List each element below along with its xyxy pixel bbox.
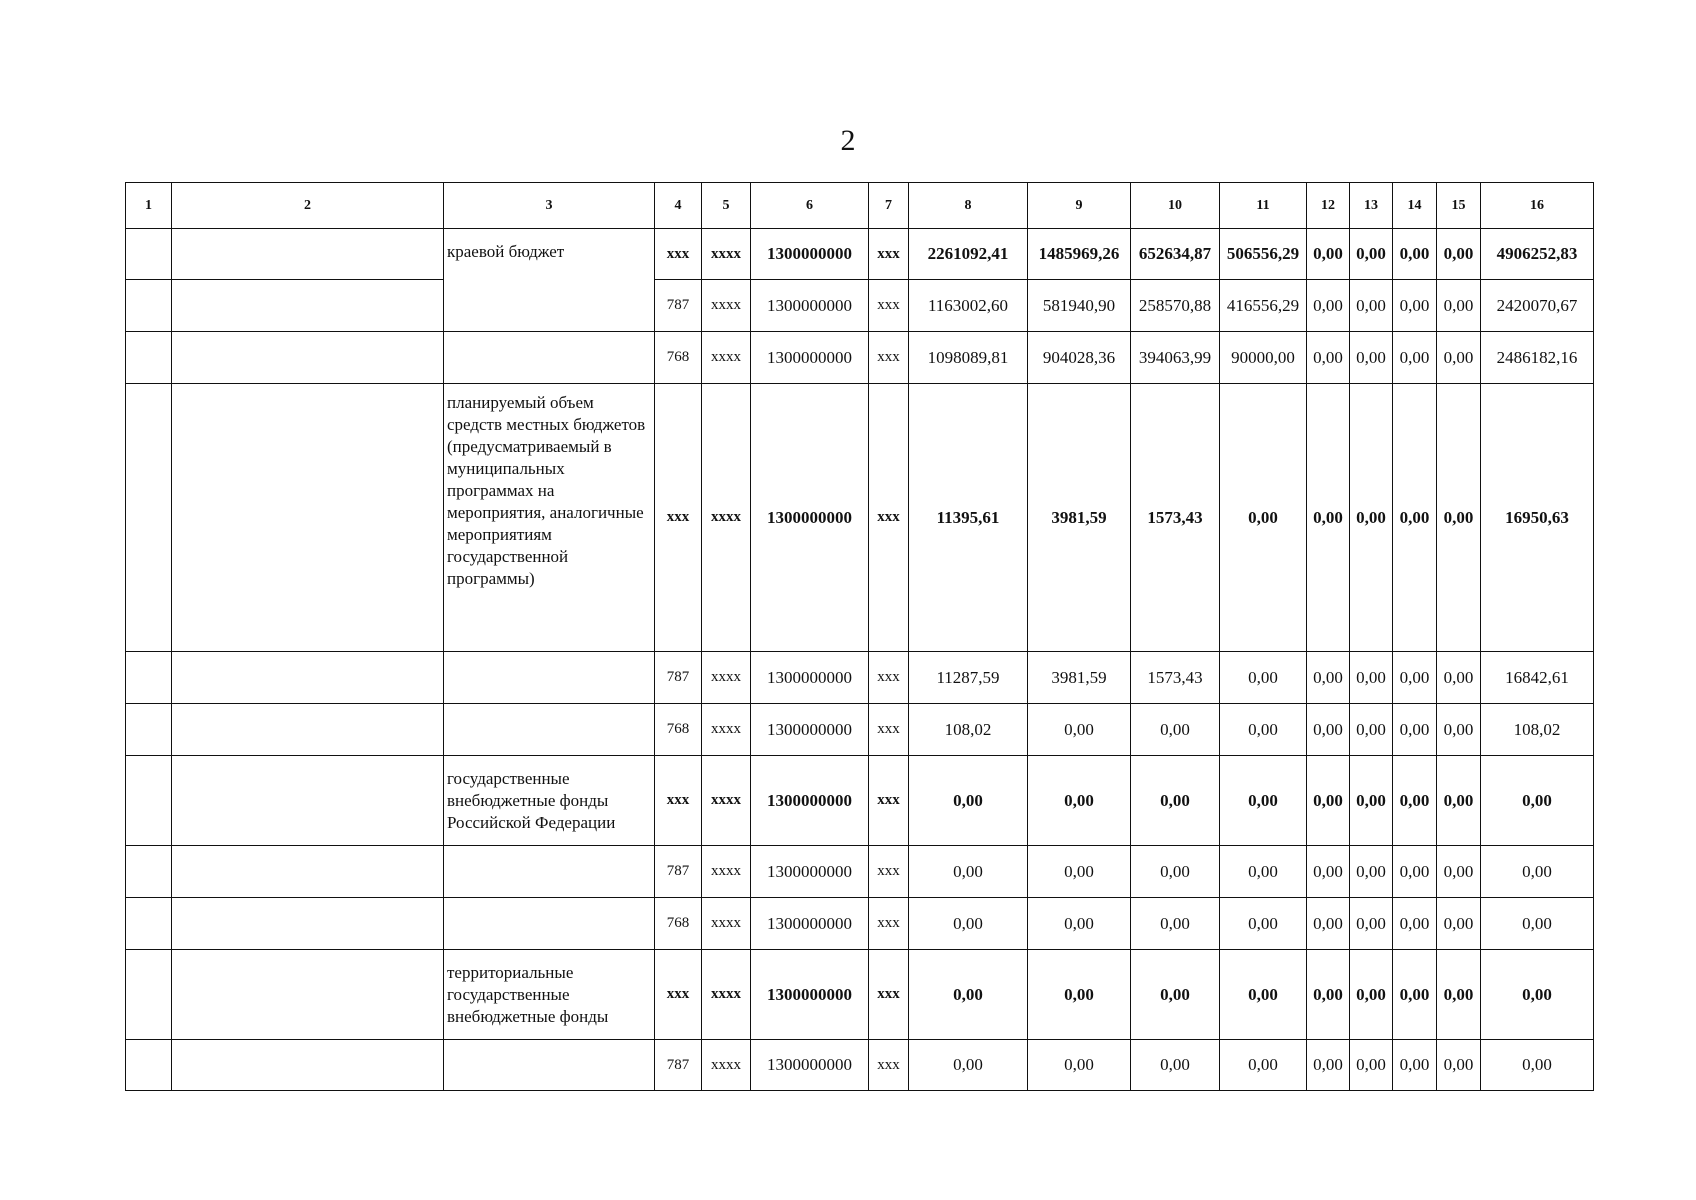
cell-col-10: 1573,43 <box>1131 652 1220 704</box>
cell-col-3 <box>444 1040 655 1091</box>
cell-col-1 <box>126 756 172 846</box>
cell-col-11: 0,00 <box>1220 704 1307 756</box>
cell-col-6: 1300000000 <box>751 384 869 652</box>
cell-col-15: 0,00 <box>1437 1040 1481 1091</box>
cell-col-8: 0,00 <box>909 1040 1028 1091</box>
table-row <box>126 898 1594 950</box>
cell-col-7: xxx <box>869 229 909 280</box>
cell-col-16: 2486182,16 <box>1481 332 1594 384</box>
cell-col-7: xxx <box>869 756 909 846</box>
column-number-4: 4 <box>655 183 702 229</box>
table-row <box>126 1040 1594 1091</box>
cell-col-14: 0,00 <box>1393 950 1437 1040</box>
cell-col-9: 0,00 <box>1028 756 1131 846</box>
cell-col-3 <box>444 846 655 898</box>
column-number-row <box>126 183 1594 229</box>
cell-col-15: 0,00 <box>1437 384 1481 652</box>
source-name: государственные внебюджетные фонды Российской Федерации <box>444 756 655 846</box>
cell-col-15: 0,00 <box>1437 704 1481 756</box>
cell-col-11: 0,00 <box>1220 898 1307 950</box>
cell-col-4: 768 <box>655 704 702 756</box>
cell-col-15: 0,00 <box>1437 280 1481 332</box>
cell-col-6: 1300000000 <box>751 332 869 384</box>
cell-col-13: 0,00 <box>1350 332 1393 384</box>
cell-col-16: 0,00 <box>1481 846 1594 898</box>
cell-col-12: 0,00 <box>1307 332 1350 384</box>
cell-col-3 <box>444 704 655 756</box>
source-name: территориальные государственные внебюджетные фонды <box>444 950 655 1040</box>
cell-col-1 <box>126 950 172 1040</box>
cell-col-13: 0,00 <box>1350 1040 1393 1091</box>
cell-col-16: 16842,61 <box>1481 652 1594 704</box>
cell-col-12: 0,00 <box>1307 1040 1350 1091</box>
cell-col-16: 0,00 <box>1481 950 1594 1040</box>
table-row <box>126 229 1594 280</box>
cell-col-10: 0,00 <box>1131 898 1220 950</box>
cell-col-1 <box>126 1040 172 1091</box>
table-row <box>126 280 1594 332</box>
cell-col-6: 1300000000 <box>751 898 869 950</box>
table-row <box>126 704 1594 756</box>
cell-col-14: 0,00 <box>1393 1040 1437 1091</box>
cell-col-4: 787 <box>655 652 702 704</box>
cell-col-8: 11395,61 <box>909 384 1028 652</box>
cell-col-2 <box>172 950 444 1040</box>
cell-col-11: 90000,00 <box>1220 332 1307 384</box>
column-number-6: 6 <box>751 183 869 229</box>
cell-col-9: 0,00 <box>1028 846 1131 898</box>
cell-col-7: xxx <box>869 1040 909 1091</box>
cell-col-15: 0,00 <box>1437 332 1481 384</box>
cell-col-8: 1098089,81 <box>909 332 1028 384</box>
column-number-1: 1 <box>126 183 172 229</box>
cell-col-2 <box>172 229 444 280</box>
cell-col-2 <box>172 1040 444 1091</box>
cell-col-10: 652634,87 <box>1131 229 1220 280</box>
cell-col-1 <box>126 652 172 704</box>
cell-col-9: 0,00 <box>1028 950 1131 1040</box>
cell-col-14: 0,00 <box>1393 704 1437 756</box>
cell-col-7: xxx <box>869 280 909 332</box>
column-number-8: 8 <box>909 183 1028 229</box>
cell-col-13: 0,00 <box>1350 950 1393 1040</box>
cell-col-5: xxxx <box>702 756 751 846</box>
cell-col-13: 0,00 <box>1350 704 1393 756</box>
cell-col-13: 0,00 <box>1350 898 1393 950</box>
column-number-2: 2 <box>172 183 444 229</box>
table-row <box>126 950 1594 1040</box>
cell-col-8: 0,00 <box>909 846 1028 898</box>
cell-col-12: 0,00 <box>1307 846 1350 898</box>
source-name: планируемый объем средств местных бюджетов (предусматриваемый в муниципальных программах на мероприятия, аналогичные мероприятиям государственной программы) <box>444 384 655 652</box>
cell-col-13: 0,00 <box>1350 280 1393 332</box>
column-number-13: 13 <box>1350 183 1393 229</box>
cell-col-6: 1300000000 <box>751 280 869 332</box>
table-row <box>126 384 1594 652</box>
cell-col-8: 2261092,41 <box>909 229 1028 280</box>
cell-col-7: xxx <box>869 704 909 756</box>
cell-col-2 <box>172 332 444 384</box>
cell-col-6: 1300000000 <box>751 846 869 898</box>
cell-col-13: 0,00 <box>1350 756 1393 846</box>
cell-col-14: 0,00 <box>1393 652 1437 704</box>
cell-col-2 <box>172 704 444 756</box>
table-row <box>126 756 1594 846</box>
cell-col-8: 11287,59 <box>909 652 1028 704</box>
cell-col-10: 0,00 <box>1131 1040 1220 1091</box>
cell-col-1 <box>126 384 172 652</box>
cell-col-7: xxx <box>869 384 909 652</box>
cell-col-3 <box>444 652 655 704</box>
table-row <box>126 846 1594 898</box>
cell-col-16: 0,00 <box>1481 756 1594 846</box>
cell-col-11: 0,00 <box>1220 756 1307 846</box>
cell-col-2 <box>172 652 444 704</box>
cell-col-12: 0,00 <box>1307 652 1350 704</box>
cell-col-6: 1300000000 <box>751 229 869 280</box>
cell-col-1 <box>126 280 172 332</box>
cell-col-12: 0,00 <box>1307 756 1350 846</box>
cell-col-7: xxx <box>869 950 909 1040</box>
cell-col-2 <box>172 756 444 846</box>
cell-col-6: 1300000000 <box>751 756 869 846</box>
cell-col-11: 0,00 <box>1220 846 1307 898</box>
cell-col-7: xxx <box>869 652 909 704</box>
cell-col-11: 416556,29 <box>1220 280 1307 332</box>
cell-col-7: xxx <box>869 332 909 384</box>
cell-col-13: 0,00 <box>1350 229 1393 280</box>
cell-col-5: xxxx <box>702 1040 751 1091</box>
cell-col-15: 0,00 <box>1437 229 1481 280</box>
column-number-7: 7 <box>869 183 909 229</box>
cell-col-2 <box>172 898 444 950</box>
cell-col-14: 0,00 <box>1393 229 1437 280</box>
cell-col-2 <box>172 846 444 898</box>
cell-col-16: 108,02 <box>1481 704 1594 756</box>
cell-col-8: 0,00 <box>909 898 1028 950</box>
cell-col-11: 0,00 <box>1220 652 1307 704</box>
cell-col-16: 0,00 <box>1481 898 1594 950</box>
cell-col-1 <box>126 898 172 950</box>
cell-col-12: 0,00 <box>1307 384 1350 652</box>
cell-col-6: 1300000000 <box>751 652 869 704</box>
column-number-14: 14 <box>1393 183 1437 229</box>
cell-col-9: 1485969,26 <box>1028 229 1131 280</box>
cell-col-2 <box>172 280 444 332</box>
cell-col-12: 0,00 <box>1307 229 1350 280</box>
column-number-10: 10 <box>1131 183 1220 229</box>
budget-table <box>125 182 1594 1091</box>
column-number-9: 9 <box>1028 183 1131 229</box>
cell-col-5: xxxx <box>702 280 751 332</box>
cell-col-10: 0,00 <box>1131 950 1220 1040</box>
cell-col-4: 768 <box>655 332 702 384</box>
cell-col-7: xxx <box>869 846 909 898</box>
cell-col-3 <box>444 898 655 950</box>
cell-col-15: 0,00 <box>1437 756 1481 846</box>
cell-col-1 <box>126 332 172 384</box>
cell-col-9: 581940,90 <box>1028 280 1131 332</box>
cell-col-11: 0,00 <box>1220 1040 1307 1091</box>
cell-col-12: 0,00 <box>1307 898 1350 950</box>
cell-col-14: 0,00 <box>1393 898 1437 950</box>
cell-col-11: 0,00 <box>1220 950 1307 1040</box>
cell-col-15: 0,00 <box>1437 846 1481 898</box>
cell-col-9: 0,00 <box>1028 704 1131 756</box>
cell-col-13: 0,00 <box>1350 846 1393 898</box>
cell-col-6: 1300000000 <box>751 950 869 1040</box>
cell-col-8: 0,00 <box>909 950 1028 1040</box>
cell-col-6: 1300000000 <box>751 704 869 756</box>
cell-col-4: xxx <box>655 229 702 280</box>
column-number-15: 15 <box>1437 183 1481 229</box>
cell-col-1 <box>126 704 172 756</box>
cell-col-2 <box>172 384 444 652</box>
cell-col-10: 0,00 <box>1131 756 1220 846</box>
cell-col-6: 1300000000 <box>751 1040 869 1091</box>
cell-col-3 <box>444 332 655 384</box>
column-number-5: 5 <box>702 183 751 229</box>
cell-col-9: 3981,59 <box>1028 384 1131 652</box>
cell-col-8: 0,00 <box>909 756 1028 846</box>
cell-col-9: 904028,36 <box>1028 332 1131 384</box>
cell-col-5: xxxx <box>702 704 751 756</box>
cell-col-13: 0,00 <box>1350 652 1393 704</box>
cell-col-15: 0,00 <box>1437 950 1481 1040</box>
column-number-16: 16 <box>1481 183 1594 229</box>
cell-col-8: 1163002,60 <box>909 280 1028 332</box>
cell-col-4: xxx <box>655 384 702 652</box>
cell-col-5: xxxx <box>702 332 751 384</box>
cell-col-5: xxxx <box>702 229 751 280</box>
cell-col-14: 0,00 <box>1393 280 1437 332</box>
cell-col-15: 0,00 <box>1437 652 1481 704</box>
cell-col-5: xxxx <box>702 846 751 898</box>
cell-col-4: 787 <box>655 1040 702 1091</box>
cell-col-16: 2420070,67 <box>1481 280 1594 332</box>
cell-col-16: 0,00 <box>1481 1040 1594 1091</box>
cell-col-4: 787 <box>655 280 702 332</box>
cell-col-10: 0,00 <box>1131 846 1220 898</box>
cell-col-14: 0,00 <box>1393 384 1437 652</box>
cell-col-11: 0,00 <box>1220 384 1307 652</box>
cell-col-5: xxxx <box>702 384 751 652</box>
table-row <box>126 332 1594 384</box>
cell-col-9: 3981,59 <box>1028 652 1131 704</box>
cell-col-7: xxx <box>869 898 909 950</box>
cell-col-16: 16950,63 <box>1481 384 1594 652</box>
cell-col-8: 108,02 <box>909 704 1028 756</box>
cell-col-12: 0,00 <box>1307 280 1350 332</box>
cell-col-5: xxxx <box>702 950 751 1040</box>
cell-col-4: 768 <box>655 898 702 950</box>
cell-col-12: 0,00 <box>1307 950 1350 1040</box>
cell-col-1 <box>126 846 172 898</box>
cell-col-5: xxxx <box>702 898 751 950</box>
cell-col-10: 1573,43 <box>1131 384 1220 652</box>
cell-col-14: 0,00 <box>1393 332 1437 384</box>
cell-col-13: 0,00 <box>1350 384 1393 652</box>
cell-col-14: 0,00 <box>1393 846 1437 898</box>
cell-col-4: 787 <box>655 846 702 898</box>
cell-col-1 <box>126 229 172 280</box>
cell-col-10: 394063,99 <box>1131 332 1220 384</box>
cell-col-10: 258570,88 <box>1131 280 1220 332</box>
cell-col-12: 0,00 <box>1307 704 1350 756</box>
cell-col-4: xxx <box>655 756 702 846</box>
cell-col-9: 0,00 <box>1028 898 1131 950</box>
cell-col-4: xxx <box>655 950 702 1040</box>
column-number-12: 12 <box>1307 183 1350 229</box>
column-number-3: 3 <box>444 183 655 229</box>
cell-col-14: 0,00 <box>1393 756 1437 846</box>
column-number-11: 11 <box>1220 183 1307 229</box>
table-row <box>126 652 1594 704</box>
cell-col-9: 0,00 <box>1028 1040 1131 1091</box>
cell-col-11: 506556,29 <box>1220 229 1307 280</box>
page-number: 2 <box>840 124 856 157</box>
cell-col-15: 0,00 <box>1437 898 1481 950</box>
cell-col-5: xxxx <box>702 652 751 704</box>
source-name: краевой бюджет <box>444 229 655 332</box>
cell-col-10: 0,00 <box>1131 704 1220 756</box>
cell-col-16: 4906252,83 <box>1481 229 1594 280</box>
